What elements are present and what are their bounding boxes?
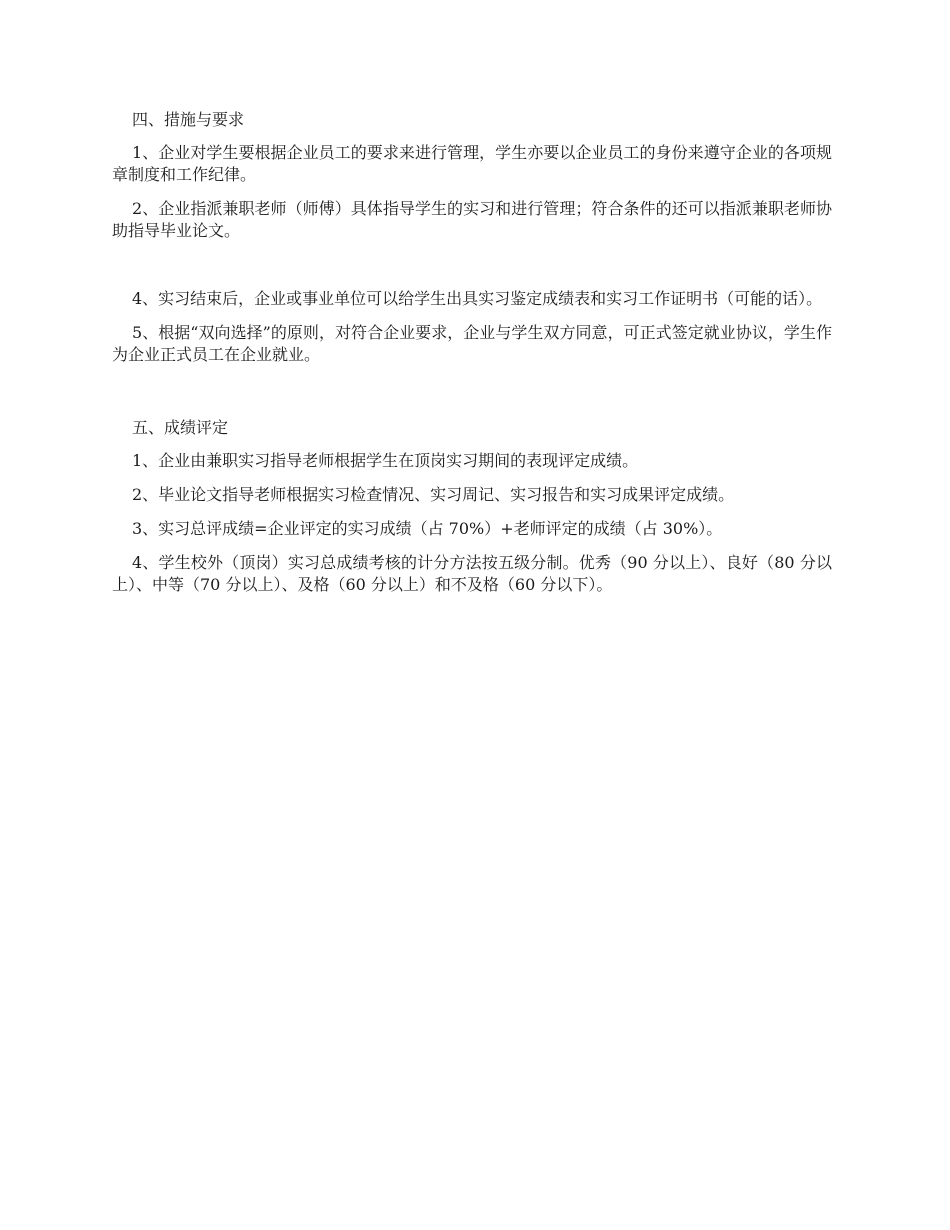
paragraph: 4、实习结束后，企业或事业单位可以给学生出具实习鉴定成绩表和实习工作证明书（可能的话）。: [132, 289, 823, 308]
paragraph: 4、学生校外（顶岗）实习总成绩考核的计分方法按五级分制。优秀（90 分以上）、良好（80 分以上）、中等（70 分以上）、及格（60 分以上）和不及格（60 分以下）。: [112, 553, 832, 594]
paragraph: 1、企业由兼职实习指导老师根据学生在顶岗实习期间的表现评定成绩。: [132, 451, 639, 470]
section-heading-measures: 四、措施与要求: [132, 110, 245, 129]
paragraph: 1、企业对学生要根据企业员工的要求来进行管理，学生亦要以企业员工的身份来遵守企业的各项规章制度和工作纪律。: [112, 143, 832, 184]
blank-space: [112, 378, 832, 416]
paragraph: 5、根据“双向选择”的原则，对符合企业要求，企业与学生双方同意，可正式签定就业协议，学生作为企业正式员工在企业就业。: [112, 323, 832, 364]
blank-space: [112, 254, 832, 288]
paragraph: 3、实习总评成绩=企业评定的实习成绩（占 70%）+老师评定的成绩（占 30%）。: [132, 519, 723, 538]
section-measures: [112, 108, 832, 366]
paragraph: 2、毕业论文指导老师根据实习检查情况、实习周记、实习报告和实习成果评定成绩。: [132, 485, 735, 504]
paragraph: 2、企业指派兼职老师（师傅）具体指导学生的实习和进行管理；符合条件的还可以指派兼职老师协助指导毕业论文。: [112, 199, 832, 240]
section-heading-grading: 五、成绩评定: [132, 418, 229, 437]
section-grading: [112, 416, 832, 596]
document-page: [112, 108, 832, 608]
